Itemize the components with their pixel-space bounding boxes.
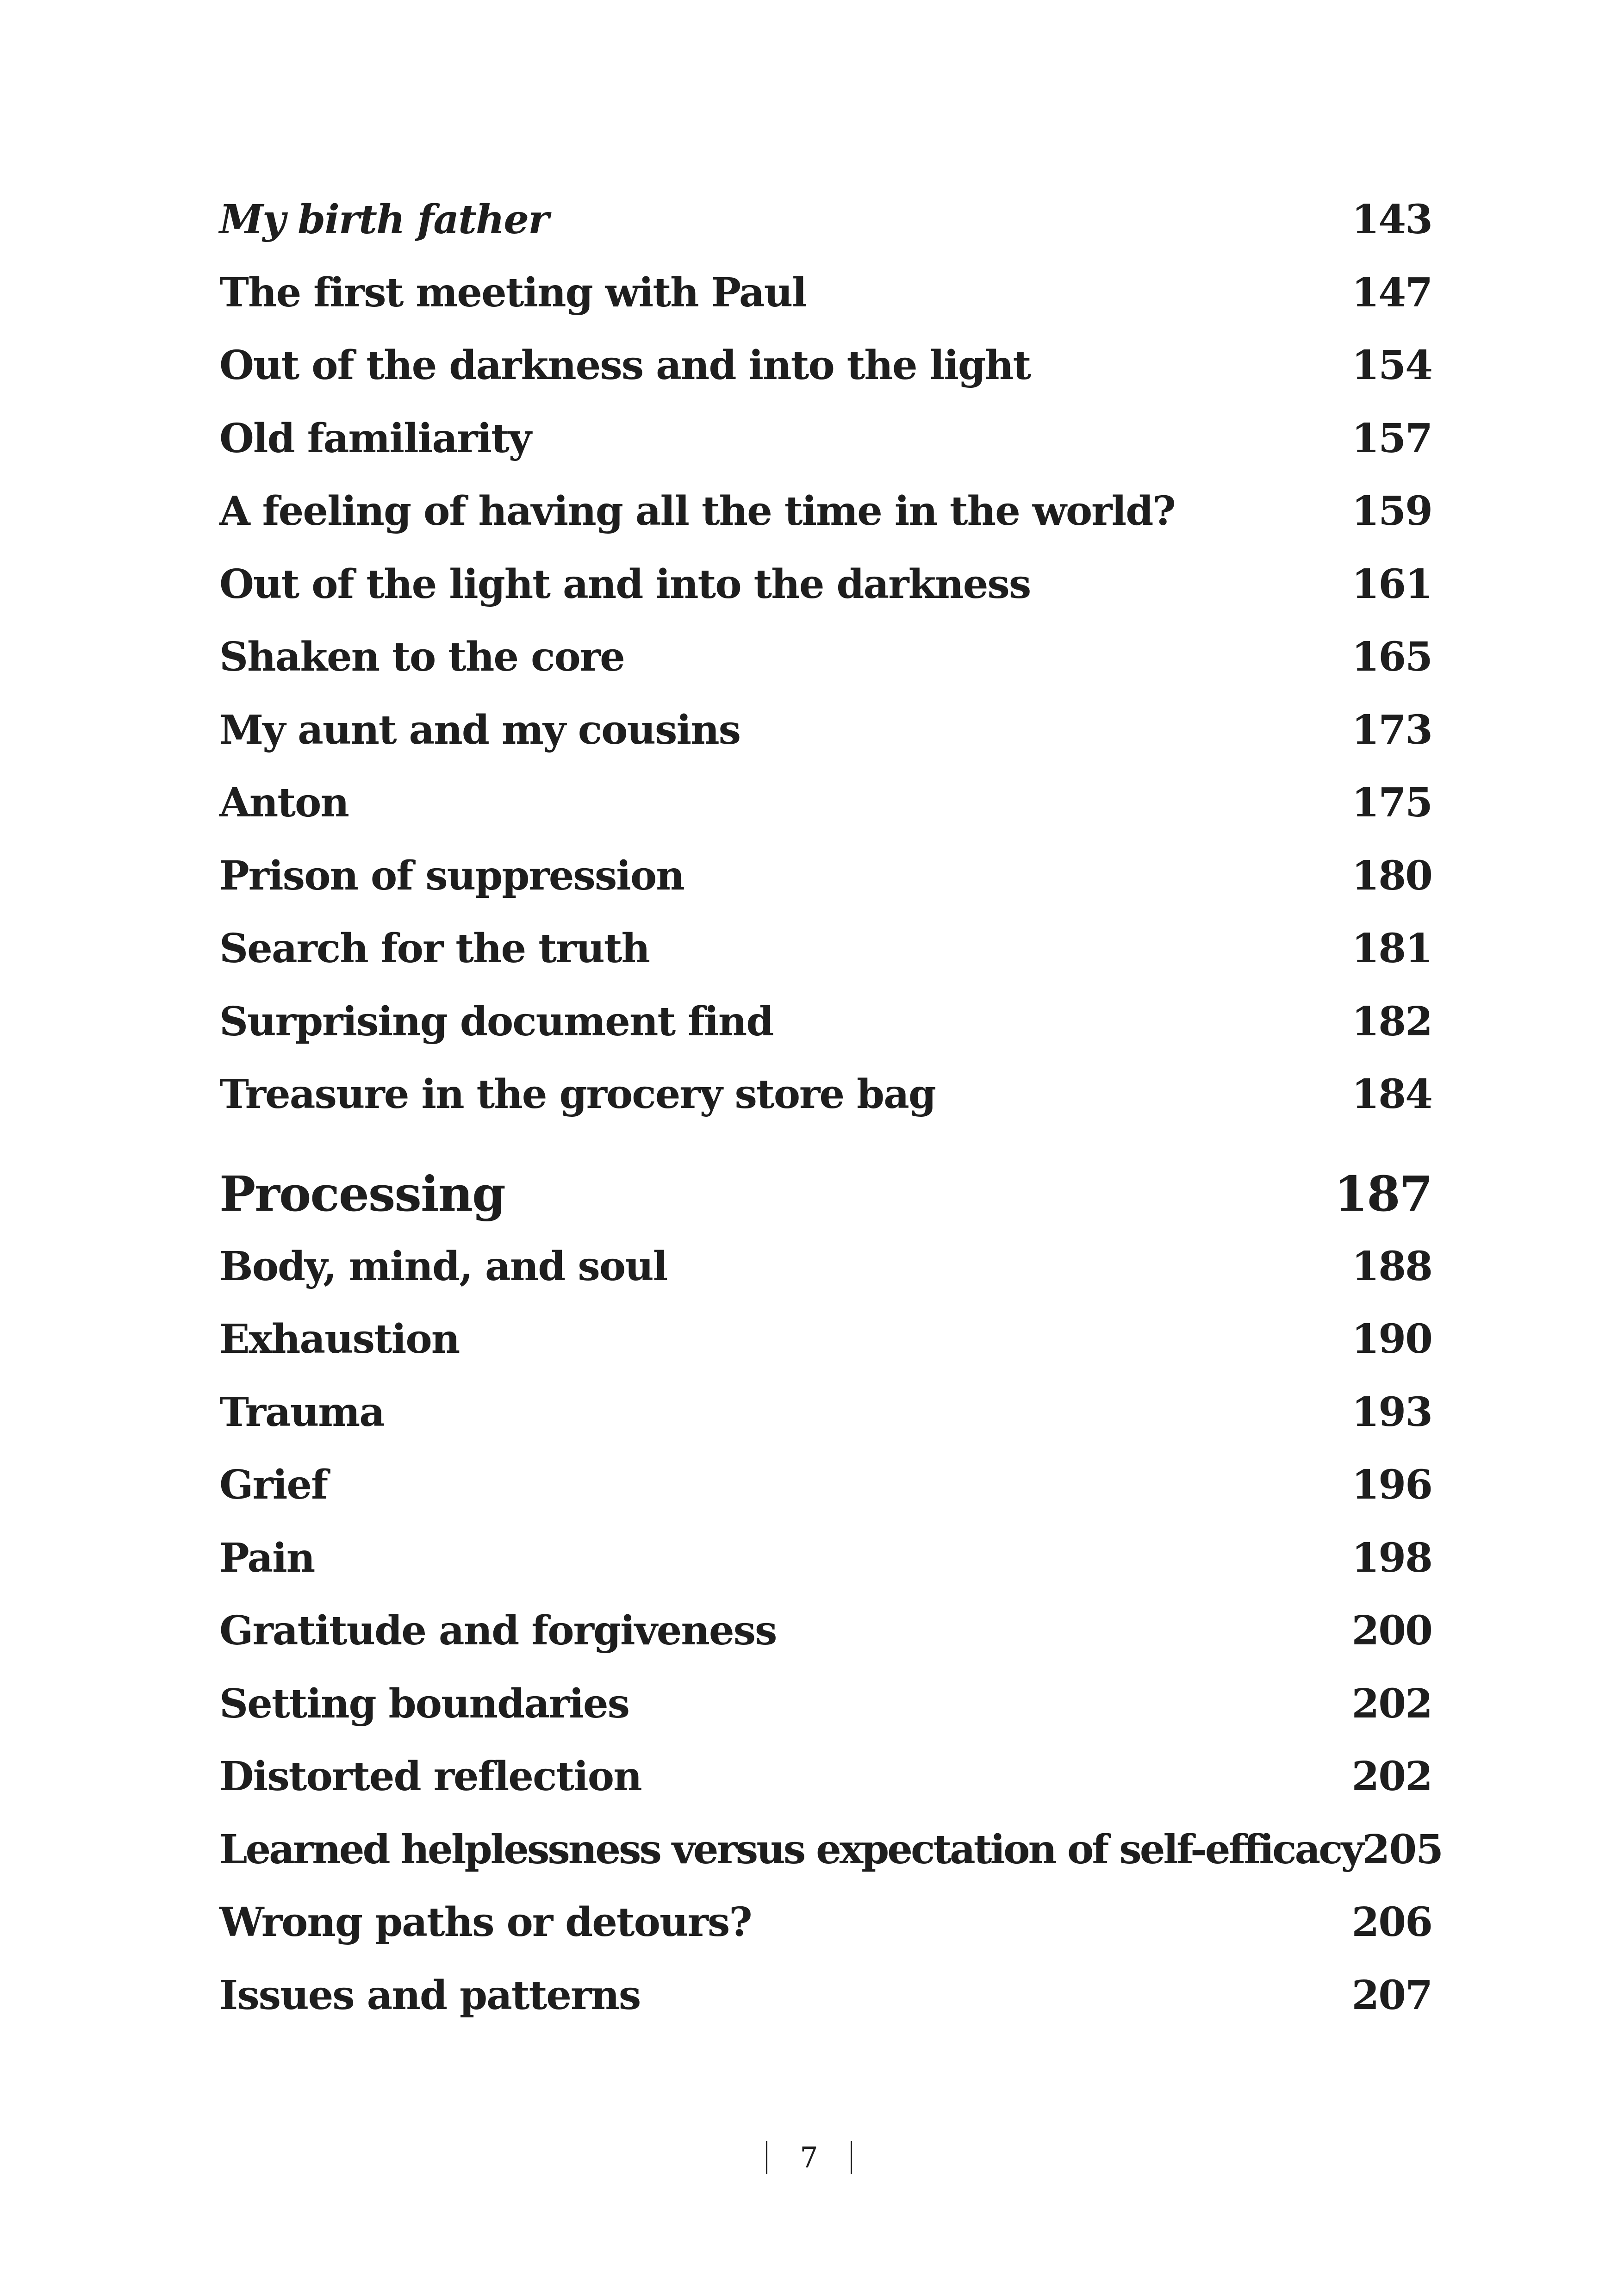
toc-entry-page: 184 xyxy=(1351,1071,1432,1118)
toc-section-b xyxy=(219,1243,1443,2045)
toc-entry[interactable] xyxy=(219,415,1432,488)
toc-entry-title: Gratitude and forgiveness xyxy=(219,1607,777,1654)
toc-entry-title: Out of the light and into the darkness xyxy=(219,560,1031,608)
toc-entry-title: Distorted reflection xyxy=(219,1753,641,1800)
toc-entry[interactable] xyxy=(219,1607,1432,1680)
toc-entry-title: Wrong paths or detours? xyxy=(219,1899,752,1946)
toc-entry-page: 180 xyxy=(1351,852,1432,899)
toc-entry[interactable] xyxy=(219,1535,1432,1608)
toc-entry-title: Trauma xyxy=(219,1388,385,1436)
toc-entry-title: Old familiarity xyxy=(219,415,531,462)
toc-entry-title: Surprising document find xyxy=(219,998,773,1045)
toc-entry-page: 198 xyxy=(1351,1534,1432,1581)
part-title: Processing xyxy=(219,1165,505,1222)
toc-entry-page: 205 xyxy=(1362,1826,1443,1873)
toc-entry[interactable] xyxy=(219,998,1432,1071)
toc-entry[interactable] xyxy=(219,1243,1432,1316)
toc-entry-page: 181 xyxy=(1351,925,1432,972)
toc-entry-title: Search for the truth xyxy=(219,925,650,972)
toc-entry[interactable] xyxy=(219,925,1432,998)
toc-entry-page: 165 xyxy=(1351,634,1432,680)
toc-entry-title: Anton xyxy=(219,779,348,826)
toc-entry[interactable] xyxy=(219,196,1432,269)
toc-entry-page: 202 xyxy=(1351,1753,1432,1800)
toc-entry-page: 207 xyxy=(1351,1972,1432,2019)
toc-entry-page: 206 xyxy=(1351,1899,1432,1946)
toc-entry-title: Grief xyxy=(219,1462,328,1508)
toc-entry[interactable] xyxy=(219,342,1432,415)
toc-entry[interactable] xyxy=(219,779,1432,852)
toc-entry-page: 188 xyxy=(1351,1243,1432,1290)
toc-entry[interactable] xyxy=(219,488,1432,561)
toc-entry-title: Setting boundaries xyxy=(219,1680,629,1727)
toc-entry-title: Body, mind, and soul xyxy=(219,1243,667,1290)
toc-entry[interactable] xyxy=(219,1462,1432,1535)
toc-entry[interactable] xyxy=(219,1316,1432,1389)
toc-entry-title: My birth father xyxy=(219,196,548,243)
toc-entry-page: 193 xyxy=(1351,1388,1432,1436)
toc-entry-page: 196 xyxy=(1351,1462,1432,1508)
toc-entry-page: 182 xyxy=(1351,998,1432,1045)
page-number: 7 xyxy=(800,2140,818,2174)
toc-entry[interactable] xyxy=(219,1972,1432,2045)
toc-entry-page: 143 xyxy=(1351,196,1432,243)
toc-entry[interactable] xyxy=(219,1899,1432,1972)
toc-entry-title: A feeling of having all the time in the world? xyxy=(219,488,1175,535)
toc-entry[interactable] xyxy=(219,1680,1432,1754)
page-footer xyxy=(0,2140,1618,2174)
toc-part-heading[interactable] xyxy=(219,1165,1432,1243)
toc-entry-page: 190 xyxy=(1351,1316,1432,1363)
toc-entry-page: 159 xyxy=(1351,488,1432,535)
toc-entry[interactable] xyxy=(219,707,1432,780)
toc-entry[interactable] xyxy=(219,1753,1432,1826)
toc-entry-title: Pain xyxy=(219,1534,315,1581)
toc-entry-title: Treasure in the grocery store bag xyxy=(219,1071,936,1118)
toc-entry[interactable] xyxy=(219,1826,1443,1899)
toc-entry[interactable] xyxy=(219,561,1432,634)
toc-entry-title: Learned helplessness versus expectation of self-efficacy xyxy=(219,1826,1363,1873)
toc-entry[interactable] xyxy=(219,852,1432,926)
toc-entry[interactable] xyxy=(219,269,1432,342)
toc-entry-page: 161 xyxy=(1351,560,1432,608)
toc-section-a xyxy=(219,196,1432,1144)
toc-entry[interactable] xyxy=(219,634,1432,707)
toc-entry-page: 202 xyxy=(1351,1680,1432,1727)
toc-entry-title: The first meeting with Paul xyxy=(219,269,806,316)
footer-right-rule xyxy=(851,2141,852,2174)
toc-entry-page: 200 xyxy=(1351,1607,1432,1654)
toc-entry-page: 147 xyxy=(1351,269,1432,316)
toc-entry-title: Issues and patterns xyxy=(219,1972,641,2019)
toc-entry-page: 175 xyxy=(1351,779,1432,826)
toc-entry-title: Out of the darkness and into the light xyxy=(219,342,1031,389)
part-spacer xyxy=(219,1144,1432,1165)
toc-entry-page: 173 xyxy=(1351,706,1432,753)
toc-entry-title: Exhaustion xyxy=(219,1316,460,1363)
toc-entry[interactable] xyxy=(219,1071,1432,1144)
toc-entry-title: Shaken to the core xyxy=(219,634,624,680)
toc-entry-title: Prison of suppression xyxy=(219,852,684,899)
part-page: 187 xyxy=(1334,1165,1432,1222)
toc-entry-page: 157 xyxy=(1351,415,1432,462)
toc-entry-page: 154 xyxy=(1351,342,1432,389)
toc-entry-title: My aunt and my cousins xyxy=(219,706,741,753)
table-of-contents xyxy=(219,196,1443,2045)
toc-entry[interactable] xyxy=(219,1389,1432,1462)
